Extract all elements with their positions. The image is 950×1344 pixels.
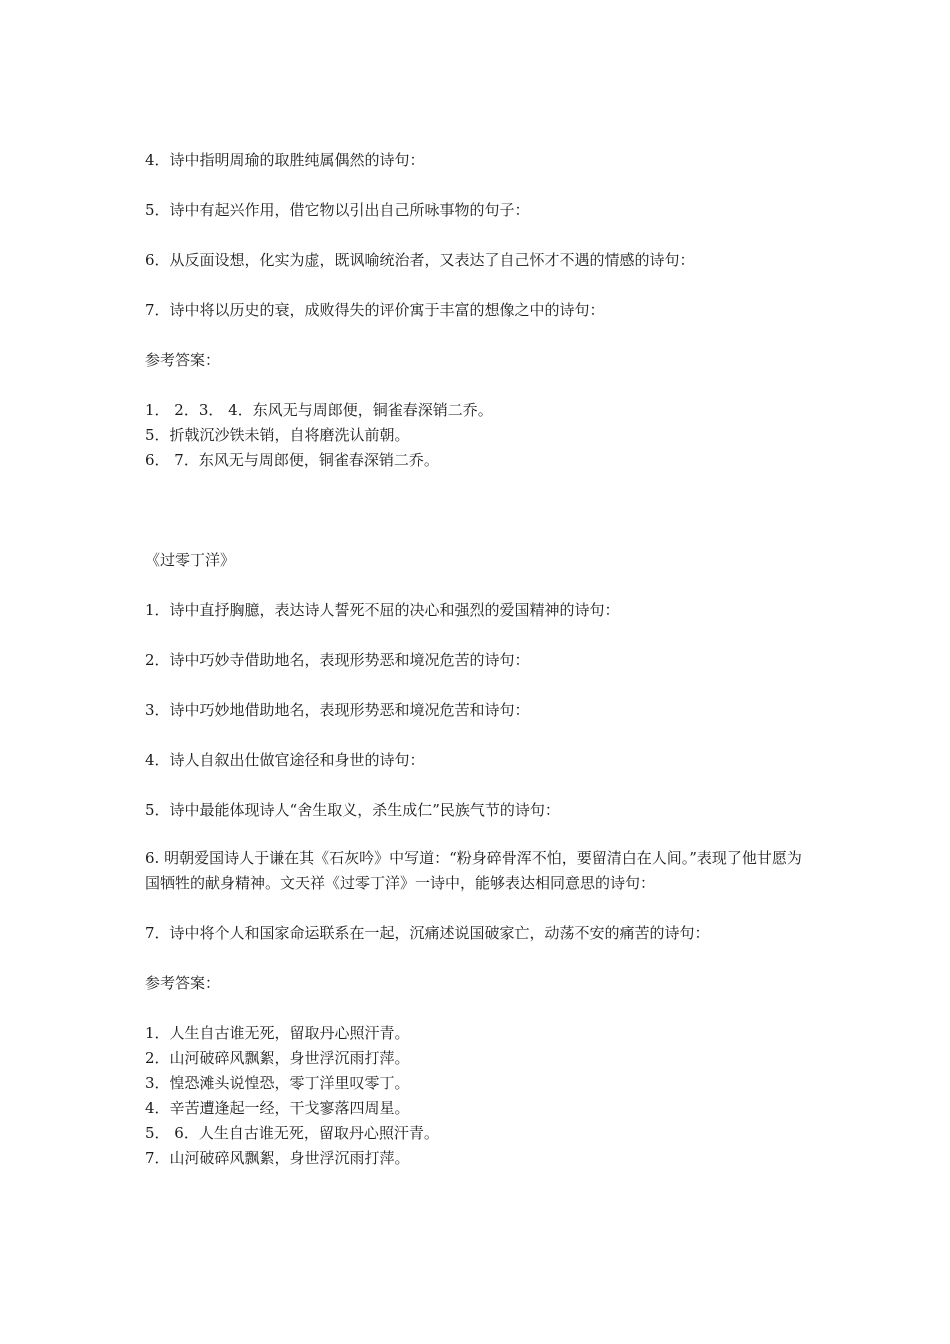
answer-label: 参考答案： bbox=[145, 351, 221, 369]
answer-line: 7．山河破碎风飘絮，身世浮沉雨打萍。 bbox=[145, 1149, 410, 1167]
question-4: 4．诗中指明周瑜的取胜纯属偶然的诗句： bbox=[145, 151, 425, 169]
answer-label: 参考答案： bbox=[145, 974, 221, 992]
answer-line: 5．折戟沉沙铁未销，自将磨洗认前朝。 bbox=[145, 426, 410, 444]
question-3: 3．诗中巧妙地借助地名，表现形势恶和境况危苦和诗句： bbox=[145, 701, 530, 719]
question-4: 4．诗人自叙出仕做官途径和身世的诗句： bbox=[145, 751, 425, 769]
question-5: 5．诗中有起兴作用，借它物以引出自己所咏事物的句子： bbox=[145, 201, 530, 219]
question-5: 5．诗中最能体现诗人“舍生取义，杀生成仁”民族气节的诗句： bbox=[145, 801, 560, 819]
question-6: 6. 明朝爱国诗人于谦在其《石灰吟》中写道：“粉身碎骨浑不怕，要留清白在人间。”表现了他甘愿为国牺牲的献身精神。文天祥《过零丁洋》一诗中，能够表达相同意思的诗句： bbox=[145, 849, 802, 892]
question-7: 7．诗中将以历史的衰，成败得失的评价寓于丰富的想像之中的诗句： bbox=[145, 301, 605, 319]
question-2: 2．诗中巧妙寺借助地名，表现形势恶和境况危苦的诗句： bbox=[145, 651, 530, 669]
answer-line: 3．惶恐滩头说惶恐，零丁洋里叹零丁。 bbox=[145, 1074, 410, 1092]
question-1: 1．诗中直抒胸臆，表达诗人誓死不屈的决心和强烈的爱国精神的诗句： bbox=[145, 601, 620, 619]
answer-line: 1．人生自古谁无死，留取丹心照汗青。 bbox=[145, 1024, 410, 1042]
answer-line: 5． 6．人生自古谁无死，留取丹心照汗青。 bbox=[145, 1124, 439, 1142]
question-7: 7．诗中将个人和国家命运联系在一起，沉痛述说国破家亡，动荡不安的痛苦的诗句： bbox=[145, 924, 710, 942]
answer-line: 2．山河破碎风飘絮，身世浮沉雨打萍。 bbox=[145, 1049, 410, 1067]
question-6: 6．从反面设想，化实为虚，既讽喻统治者，又表达了自己怀才不遇的情感的诗句： bbox=[145, 251, 695, 269]
section-title: 《过零丁洋》 bbox=[145, 551, 236, 569]
answer-line: 1． 2．3． 4．东风无与周郎便，铜雀春深销二乔。 bbox=[145, 401, 493, 419]
answer-line: 4．辛苦遭逢起一经，干戈寥落四周星。 bbox=[145, 1099, 410, 1117]
answer-line: 6． 7．东风无与周郎便，铜雀春深销二乔。 bbox=[145, 451, 439, 469]
